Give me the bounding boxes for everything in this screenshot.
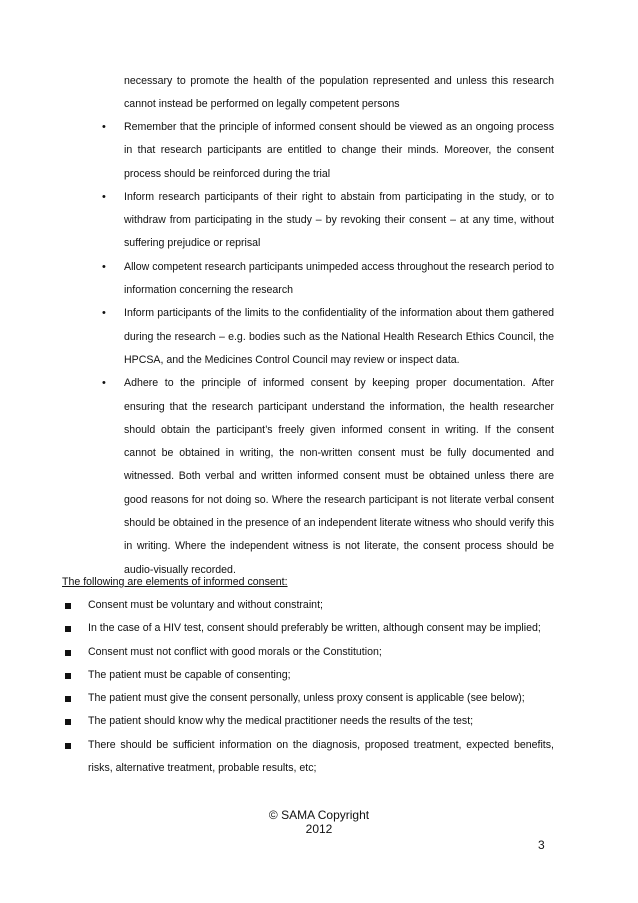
bullet-icon: • [102, 190, 106, 203]
list-item: • Inform research participants of their right to abstain from participating in the study, or to withdraw from participating in the study – by revoking their consent – at any time, without suffering prejudice or reprisal [0, 186, 554, 256]
list-item: Consent must be voluntary and without constraint; [0, 594, 554, 617]
list-item: • Adhere to the principle of informed consent by keeping proper documentation. After ensuring that the research participant understand the information, the health researcher should obtain the participant’s freely given informed consent in writing. If the consent cannot be obtained in writing, the non-written consent must be fully documented and witnessed. Both verbal and written informed consent must be obtained unless there are good reasons for not doing so. Where the research participant is not literate verbal consent should be obtained in the presence of an independent literate witness who should verify this in writing. Where the independent witness is not literate, the consent process should be audio-visually recorded. [0, 372, 554, 582]
page-footer [0, 808, 638, 836]
list-item: The patient must be capable of consenting; [0, 664, 554, 687]
bullet-icon: • [102, 260, 106, 273]
square-bullet-icon [65, 626, 71, 632]
bullet-list [0, 116, 638, 582]
page-number: 3 [538, 838, 545, 852]
list-item: Consent must not conflict with good morals or the Constitution; [0, 641, 554, 664]
bullet-icon: • [102, 377, 106, 390]
list-item: The patient should know why the medical practitioner needs the results of the test; [0, 710, 554, 733]
elements-heading: The following are elements of informed consent: [62, 576, 288, 588]
list-item: In the case of a HIV test, consent should preferably be written, although consent may be implied; [0, 617, 554, 640]
list-item: • Inform participants of the limits to the confidentiality of the information about them gathered during the research – e.g. bodies such as the National Health Research Ethics Council, the HPCSA, and the Medicines Control Council may review or inspect data. [0, 302, 554, 372]
list-item: The patient must give the consent personally, unless proxy consent is applicable (see below); [0, 687, 554, 710]
list-item: • Allow competent research participants unimpeded access throughout the research period to information concerning the research [0, 256, 554, 303]
square-bullet-icon [65, 719, 71, 725]
square-bullet-icon [65, 603, 71, 609]
list-item: There should be sufficient information on the diagnosis, proposed treatment, expected benefits, risks, alternative treatment, probable results, etc; [0, 734, 554, 781]
elements-list [0, 594, 638, 780]
square-bullet-icon [65, 673, 71, 679]
copyright-year: 2012 [305, 822, 333, 836]
copyright-text: © SAMA Copyright [268, 808, 370, 822]
continuation-paragraph: necessary to promote the health of the population represented and unless this research cannot instead be performed on legally competent persons [124, 75, 554, 111]
square-bullet-icon [65, 696, 71, 702]
square-bullet-icon [65, 650, 71, 656]
list-item: • Remember that the principle of informed consent should be viewed as an ongoing process in that research participants are entitled to change their minds. Moreover, the consent process should be reinforced during the trial [0, 116, 554, 186]
bullet-icon: • [102, 307, 106, 320]
bullet-icon: • [102, 121, 106, 133]
square-bullet-icon [65, 743, 71, 749]
